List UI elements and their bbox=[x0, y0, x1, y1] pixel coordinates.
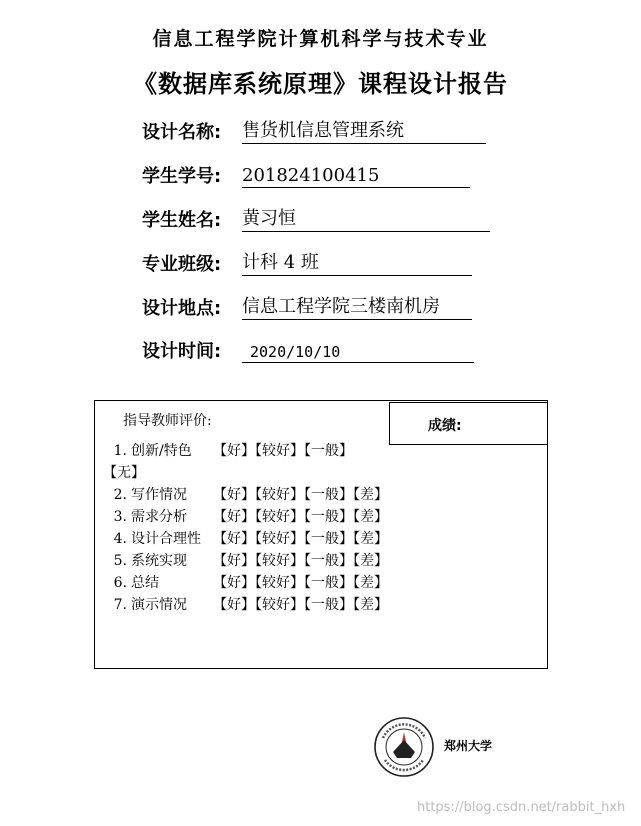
grade-label: 成绩: bbox=[428, 418, 462, 434]
criterion-number: 6. bbox=[113, 575, 127, 591]
criterion-options: 【好】【较好】【一般】【差】 bbox=[213, 575, 388, 591]
criterion-options: 【好】【较好】【一般】【差】 bbox=[213, 531, 388, 547]
date-value: 2020/10/10 bbox=[242, 343, 474, 363]
criterion-name: 总结 bbox=[131, 575, 159, 591]
info-row-class bbox=[142, 248, 472, 276]
criterion-options: 【好】【较好】【一般】【差】 bbox=[213, 487, 388, 503]
criterion-options: 【好】【较好】【一般】 bbox=[213, 443, 353, 459]
criterion-name: 设计合理性 bbox=[131, 531, 201, 547]
criterion-name: 写作情况 bbox=[131, 487, 187, 503]
criterion-row bbox=[105, 594, 388, 614]
report-title: 《数据库系统原理》课程设计报告 bbox=[133, 70, 508, 98]
info-label: 学生姓名: bbox=[142, 210, 222, 231]
criterion-row bbox=[105, 572, 388, 592]
criterion-row bbox=[105, 484, 388, 504]
criterion-wrapped-option: 【无】 bbox=[103, 465, 145, 481]
class-value: 计科 4 班 bbox=[242, 248, 472, 276]
criterion-name: 系统实现 bbox=[131, 553, 187, 569]
criterion-name: 需求分析 bbox=[131, 509, 187, 525]
criterion-options: 【好】【较好】【一般】【差】 bbox=[213, 597, 388, 613]
info-label: 设计时间: bbox=[142, 341, 222, 362]
criterion-number: 2. bbox=[113, 487, 127, 503]
criterion-row bbox=[105, 550, 388, 570]
criterion-row bbox=[105, 506, 388, 526]
info-row-date bbox=[142, 335, 474, 363]
blog-watermark: https://blog.csdn.net/rabbit_hxh bbox=[417, 800, 626, 815]
info-row-student-name bbox=[142, 204, 490, 232]
university-seal-logo bbox=[373, 716, 435, 778]
criterion-name: 演示情况 bbox=[131, 597, 187, 613]
info-label: 设计地点: bbox=[142, 298, 222, 319]
criterion-number: 4. bbox=[113, 531, 127, 547]
criterion-row bbox=[105, 528, 388, 548]
university-name: 郑州大学 bbox=[444, 739, 493, 753]
evaluation-heading: 指导教师评价: bbox=[123, 413, 212, 429]
criterion-number: 7. bbox=[113, 597, 127, 613]
info-row-student-id bbox=[142, 160, 470, 188]
location-value: 信息工程学院三楼南机房 bbox=[242, 292, 472, 320]
criterion-row bbox=[105, 440, 353, 460]
info-row-location bbox=[142, 292, 472, 320]
criterion-number: 5. bbox=[113, 553, 127, 569]
criterion-name: 创新/特色 bbox=[131, 443, 192, 459]
info-row-design-name bbox=[142, 116, 486, 144]
design-name-value: 售货机信息管理系统 bbox=[242, 116, 486, 144]
school-department: 信息工程学院计算机科学与技术专业 bbox=[152, 28, 489, 50]
criterion-options: 【好】【较好】【一般】【差】 bbox=[213, 509, 388, 525]
student-name-value: 黄习恒 bbox=[242, 204, 490, 232]
criterion-number: 3. bbox=[113, 509, 127, 525]
info-label: 专业班级: bbox=[142, 254, 222, 275]
info-label: 设计名称: bbox=[142, 122, 222, 143]
criterion-options: 【好】【较好】【一般】【差】 bbox=[213, 553, 388, 569]
evaluation-box bbox=[94, 400, 548, 669]
info-label: 学生学号: bbox=[142, 166, 222, 187]
criterion-number: 1. bbox=[113, 443, 127, 459]
student-id-value: 201824100415 bbox=[242, 165, 470, 188]
grade-box bbox=[389, 402, 548, 445]
